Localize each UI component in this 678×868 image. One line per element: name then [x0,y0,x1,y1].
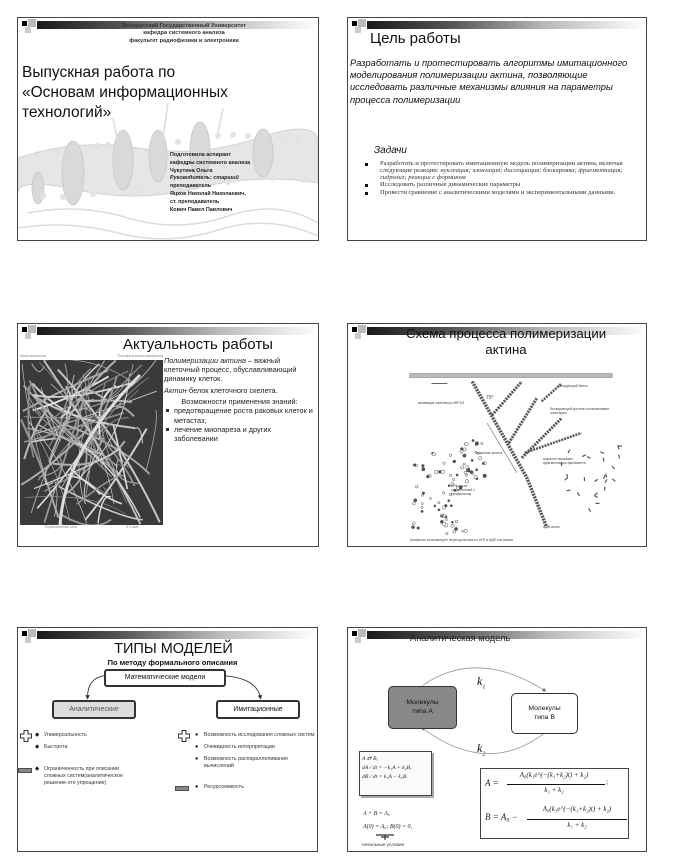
actin-monomer [426,475,429,478]
author-line: Кович Павел Павлович [170,206,233,213]
slide-title: Цель работы [370,30,461,47]
cofilin-fragment [577,492,580,496]
goal-text: Разработать и протестировать алгоритмы имитационного моделирования полимеризации актина, позволяющие исследовать различные механизмы влияния на параметры процесса полимеризации [350,58,628,105]
paragraph [164,356,315,383]
apps-heading: Возможности применения знаний: [181,397,298,407]
actin-monomer [448,485,450,487]
author-line: ст. преподаватель [170,198,220,205]
photo-caption-top [20,354,163,358]
actin-monomer [448,500,450,502]
actin-monomer [475,443,477,445]
solution-a-tail: ; [606,778,609,786]
task-item [348,190,638,197]
actin-monomer [414,499,417,502]
actin-monomer [465,474,467,476]
author-line: преподаватель [170,183,212,190]
cofilin-fragment [594,479,598,482]
actin-monomer [413,464,416,467]
cofilin-fragment [603,475,605,479]
actin-monomer [464,471,467,474]
solution-b-denominator: k₁ + k₂ [567,821,587,829]
actin-monomer [421,510,423,512]
actin-monomer [412,522,415,525]
slide-title [22,63,228,123]
actin-monomer [449,474,451,476]
molecules-a-box [388,686,457,729]
actin-filament [509,398,537,443]
title-line: технологий» [22,104,112,121]
actin-monomer [438,502,440,504]
title-line: актина [485,342,527,357]
actin-monomer [422,464,425,467]
solution-b-numerator: A₀(k₁e^(−(k₁+k₂)t) + k₂) [542,805,612,813]
actin-monomer [481,442,483,444]
cofilin-fragment [600,451,604,453]
actin-monomer [432,453,435,456]
cofilin-fragment [611,466,615,470]
cofilin-fragment [564,477,568,480]
actin-monomer [434,470,438,474]
tasks-list [348,161,638,198]
actin-monomer [476,469,478,471]
title-line: Схема процесса полимеризации [405,326,607,341]
actin-monomer [463,448,466,451]
actin-monomer [417,527,420,530]
diagram-label: кофилин вызывает фрагментацию филамента [543,457,586,466]
cofilin-fragment [596,503,600,504]
minus-icon [175,786,189,791]
actin-monomer [441,470,445,474]
actin-monomer [483,474,487,478]
actin-monomer [438,509,440,511]
con-item: ◆ Ограниченность при описании сложных систем(аналитическое решение-это упрощение) [35,766,140,787]
author-line: Яцков Николай Николаевич, [170,190,246,197]
slide-1-title[interactable] [17,17,319,241]
actin-monomer [460,448,463,451]
cofilin-fragment [584,477,585,481]
cofilin-fragment [618,454,620,458]
diagram-label: кэпирующий белок [558,384,588,388]
task-text: Провести сравнение с аналитическими моделями и экспериментальными данными. [380,189,616,197]
slide-title: Аналитическая модель [410,633,511,643]
equation: dB / dt = k₁A − k₂B. [362,774,408,780]
actin-monomer [443,462,445,464]
actin-filaments-micrograph [20,360,163,525]
actin-monomer [412,526,415,529]
k-subscript: 2 [482,751,486,758]
tasks-heading: Задачи [374,145,407,156]
angle-label: 70° [486,395,494,401]
actin-monomer [482,462,484,464]
cofilin-fragment [612,478,616,481]
actin-monomer [462,530,464,532]
cofilin-fragment [594,492,598,495]
actin-monomer [463,454,466,457]
molecules-b-box [511,693,578,734]
title-line: «Основам информационных [22,84,228,101]
diagram-label: активация комплекса ARP2/3 [418,401,465,405]
actin-monomer [465,442,469,446]
k-symbol: k [477,741,483,755]
actin-monomer [471,459,473,461]
cofilin-fragment [594,495,598,498]
actin-monomer [443,514,446,517]
actin-monomer [460,450,463,453]
plus-icon [20,730,32,742]
pro-item: ● Возможность распараллеливания вычислений [195,756,317,770]
task-item [348,182,638,189]
pro-item: ◆ Быстрота [35,744,135,751]
caption-label: Плазматическая мембрана [117,354,163,358]
equation: dA / dt = −k₁A + k₂B, [362,765,412,771]
analytical-box: Аналитические [52,700,136,719]
cofilin-fragment [568,449,571,453]
con-item: ● Ресурсоемкость [195,784,315,791]
faculty-name: факультет радиофизики и электроники [129,37,239,44]
equation: A ⇄ B, [362,756,378,762]
actin-monomer [463,463,465,465]
pro-item: ● Возможность исследования сложных систем [195,732,317,739]
actin-filament [525,433,582,453]
paragraph [164,386,315,395]
plus-icon [178,730,190,742]
university-name: Белорусский Государственный Университет [121,23,247,29]
actin-monomer [466,466,469,469]
box-line: Молекулы [406,699,439,706]
slide-title [368,326,644,358]
rate-k2 [477,741,485,757]
actin-monomer [441,514,443,516]
simulation-cons [195,784,315,796]
pro-item: ◆ Универсальность [35,732,135,739]
paragraph-text: -белок клеточного скелета. [186,386,278,396]
term: Полимеризации актина [164,356,247,365]
task-text: Исследовать различные динамические параметры [380,181,521,189]
actin-monomer [451,524,454,527]
university-header [58,23,310,45]
author-line: кафедры системного анализа [170,159,251,166]
solution-box [480,768,629,839]
actin-monomer [470,470,473,473]
initial-conditions-label: начальные условия [362,842,405,847]
slide-title: Актуальность работы [123,336,273,353]
simulation-box: Имитационные [216,700,300,719]
relevance-text [164,356,315,443]
cofilin-fragment [588,508,591,512]
analytical-pros [35,732,135,756]
author-line: Руководитель: старший [170,175,239,182]
cofilin-fragment [566,489,570,491]
equation: A(0) = A₀; B(0) = 0, [363,824,413,830]
solution-a-denominator: k₁ + k₂ [544,786,564,794]
term: Актин [164,386,187,396]
actin-monomer [434,505,436,507]
actin-monomer [456,474,458,476]
authors-block [170,152,250,214]
paragraph-text: – важный клеточный процесс, обуславливающий динамику клеток. [164,356,297,384]
box-line: типа А [412,708,433,715]
cofilin-fragment [605,479,608,483]
actin-monomer [465,480,468,483]
actin-monomer [422,492,425,495]
actin-monomer [449,454,452,457]
diagram-label: АДФ-актин [543,525,561,529]
slide-6-analytical-model[interactable] [347,627,647,852]
actin-monomer [474,475,477,478]
initial-conditions [363,808,412,834]
actin-monomer [453,460,456,463]
actin-monomer [461,466,464,469]
app-item: предотвращение роста раковых клеток и метастаз; [164,406,315,424]
scale-label: 0,2 мкм [126,525,139,529]
actin-monomer [421,503,423,505]
k-subscript: 1 [482,684,486,691]
actin-monomer [450,505,452,507]
pro-item: ● Очевидность интерпретации [195,744,317,751]
actin-monomer [415,485,418,488]
task-item [348,161,638,181]
solution-a-lhs: A = [485,778,499,788]
author-line: Подготовила аспирант [170,152,232,158]
task-text: Разработать и протестировать имитационную модель полимеризации актина, включая следующие реакции: [380,160,623,174]
actin-monomer [412,502,415,505]
department-name: кафедра системного анализа [143,30,225,37]
slide-2-goal[interactable] [347,17,647,241]
actin-monomer [421,506,423,508]
slide-3-relevance[interactable] [17,323,319,547]
analytical-cons [35,766,140,792]
photo-caption-bottom [20,525,163,529]
actin-monomer [478,457,481,460]
caption-label: Микроворсинки [20,354,46,358]
actin-monomer [422,468,425,471]
actin-monomer [455,520,458,523]
actin-monomer [444,504,447,507]
minus-icon [18,768,32,773]
actin-monomer [446,519,448,521]
slide-title: ТИПЫ МОДЕЛЕЙ [114,641,233,657]
actin-monomer [442,492,444,494]
diagram-caption: профилин катализирует переход актина из АТФ в АДФ состояние [410,538,514,542]
actin-monomer [442,522,446,526]
title-line: Выпускная работа по [22,64,176,81]
diagram-label: старение актина [476,451,503,455]
caption-label: Терминальная сеть [44,525,78,529]
solution-a-numerator: A₀(k₁e^(−(k₁+k₂)t) + k₂) [519,771,589,779]
solution-b-lhs: B = A₀ − [485,812,518,822]
k-symbol: k [477,674,483,688]
actin-monomer [464,529,467,532]
equation: A + B = A₀ [363,811,390,817]
task-reactions: нуклеация; элонгация; диссоциация; блокировка; фрагментация; гидролиз; реакции с формином [380,166,623,181]
box-line: Молекулы [528,705,561,712]
simulation-pros [195,732,317,775]
actin-monomer [453,530,456,533]
cofilin-fragment [603,458,605,462]
math-models-box: Математические модели [104,669,226,687]
actin-monomer [445,532,448,535]
rate-k1 [477,674,485,690]
slide-4-scheme[interactable] [347,323,647,547]
actin-monomer [429,497,431,499]
actin-monomer [472,439,474,441]
slide-subtitle: По методу формального описания [107,658,238,667]
diagram-label: блокирующий протеин останавливает элонгацию [550,407,610,416]
app-item: лечение миопареза и других заболевании [164,425,315,443]
actin-monomer [452,478,455,481]
cofilin-fragment [604,487,605,491]
actin-monomer [451,521,453,523]
brace-icon [375,834,395,841]
cofilin-fragment [605,474,607,478]
actin-filament [492,381,522,415]
author-line: Чукутина Ольга [170,167,213,174]
box-line: типа В [534,714,555,721]
slide-5-model-types[interactable] [17,627,318,852]
diagram-label: АТФ-актин соединенный с профилином [451,484,475,497]
differential-equations-box [359,751,432,796]
